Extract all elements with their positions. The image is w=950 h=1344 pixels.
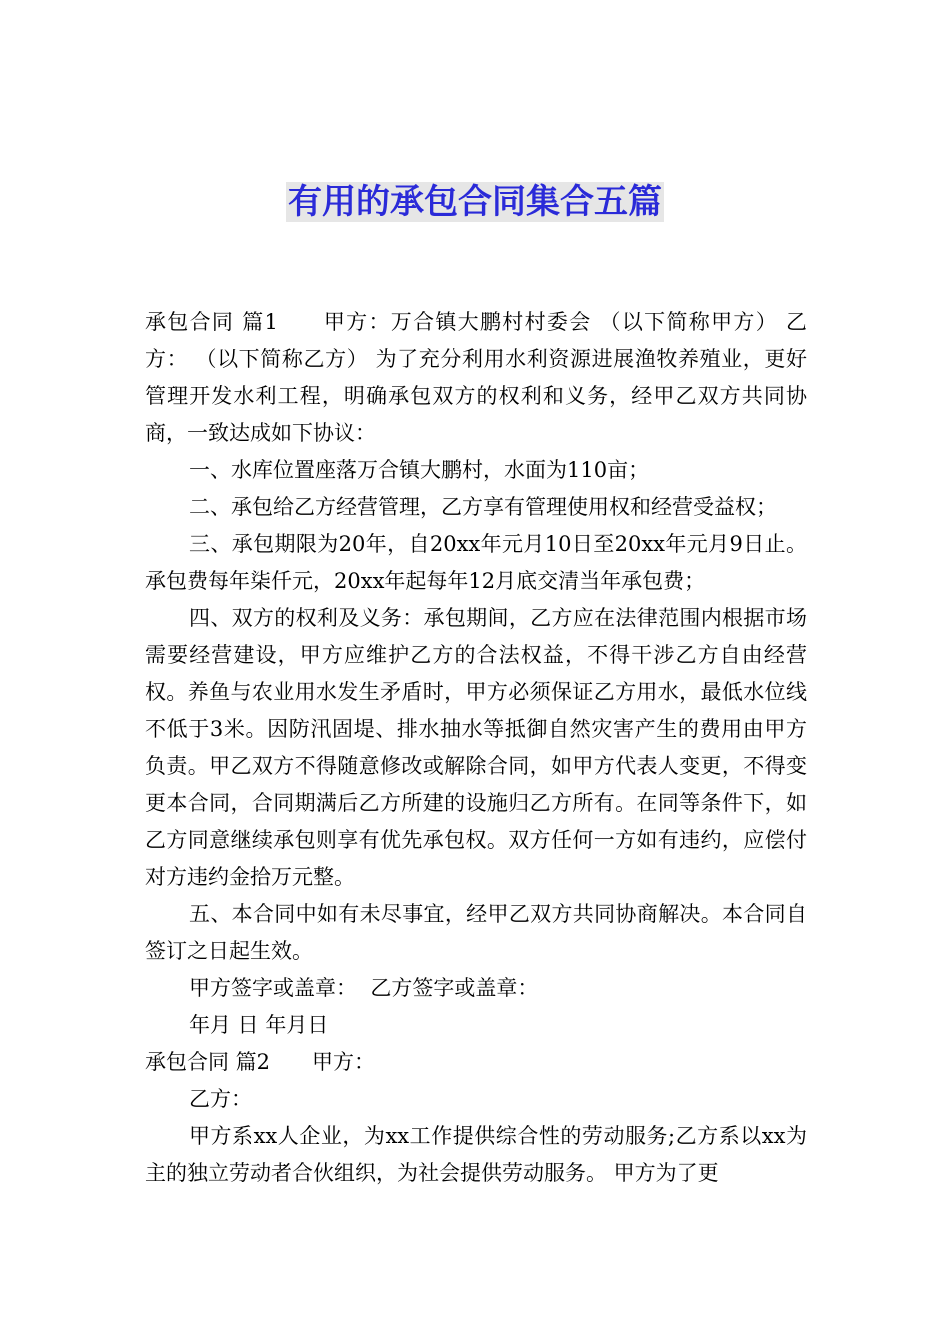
paragraph-7-signature: 甲方签字或盖章： 乙方签字或盖章： — [189, 976, 539, 1000]
paragraph-3: 二、承包给乙方经营管理，乙方享有管理使用权和经营受益权； — [189, 495, 777, 519]
document-title — [0, 180, 950, 224]
paragraph-10: 乙方： — [189, 1087, 252, 1111]
paragraph-5: 四、双方的权利及义务：承包期间，乙方应在法律范围内根据市场需要经营建设，甲方应维护乙方的合法权益，不得干涉乙方自由经营权。养鱼与农业用水发生矛盾时，甲方必须保证乙方用水，最低水位线不低于3米。因防汛固堤、排水抽水等抵御自然灾害产生的费用由甲方负责。甲乙双方不得随意修改或解除合同，如甲方代表人变更，不得变更本合同，合同期满后乙方所建的设施归乙方所有。在同等条件下，如乙方同意继续承包则享有优先承包权。双方任何一方如有违约，应偿付对方违约金拾万元整。 — [145, 606, 807, 889]
paragraph-6: 五、本合同中如有未尽事宜，经甲乙双方共同协商解决。本合同自签订之日起生效。 — [145, 902, 807, 963]
paragraph-4: 三、承包期限为20年，自20xx年元月10日至20xx年元月9日止。承包费每年柒仟元，20xx年起每年12月底交清当年承包费； — [145, 532, 807, 593]
paragraph-1: 承包合同 篇1 甲方：万合镇大鹏村村委会 （以下简称甲方） 乙方： （以下简称乙方） 为了充分利用水利资源进展渔牧养殖业，更好管理开发水利工程，明确承包双方的权利和义务，经甲乙双方共同协商，一致达成如下协议： — [145, 310, 807, 445]
paragraph-11: 甲方系xx人企业，为xx工作提供综合性的劳动服务;乙方系以xx为主的独立劳动者合伙组织，为社会提供劳动服务。 甲方为了更 — [145, 1124, 807, 1185]
document-body — [145, 304, 807, 1192]
document-title-text: 有用的承包合同集合五篇 — [288, 182, 662, 222]
paragraph-2: 一、水库位置座落万合镇大鹏村，水面为110亩； — [189, 458, 650, 482]
paragraph-9: 承包合同 篇2 甲方： — [145, 1050, 376, 1074]
paragraph-8-date: 年月 日 年月日 — [189, 1013, 329, 1037]
